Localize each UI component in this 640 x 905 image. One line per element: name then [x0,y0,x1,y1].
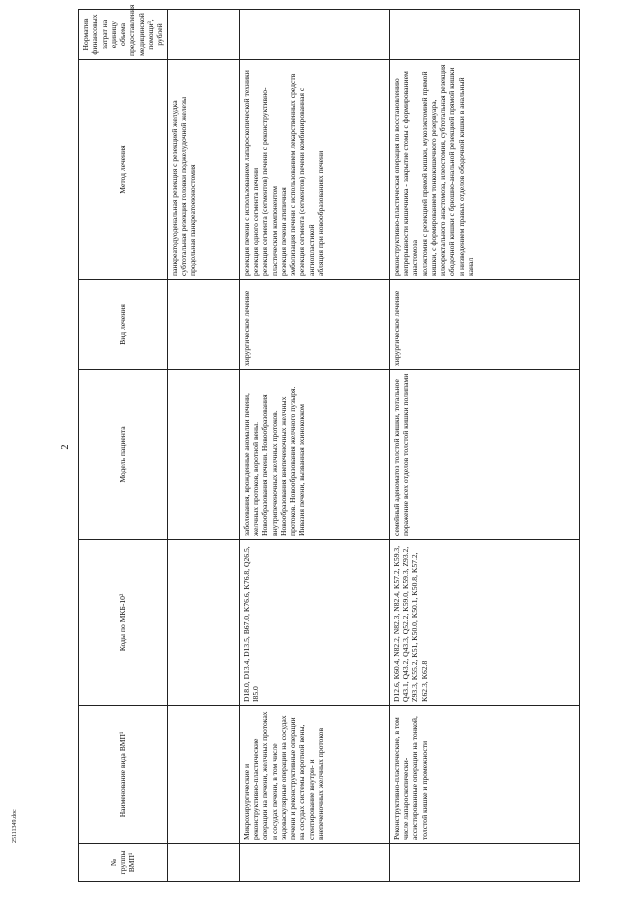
cell-codes [167,540,239,706]
method-item: субтотальная резекция головки поджелудочной железы [178,96,188,276]
cell-group [167,844,239,882]
method-item: резекция сегмента (сегментов) печени комбинированная с ангиопластикой [297,87,316,276]
cell-methods [239,60,389,280]
method-item: резекция сегмента (сегментов) печени с реконструктивно-пластическим компонентом [260,87,279,276]
cell-model: заболевания, врожденные аномалии печени, желчных протоков, воротной вены. Новообразования печени. Новообразования внутрипеченочных желчных протоков. Новообразования внепеченочных желчных протоков. Новообразования желчного пузыря. Инвазия печени, вызванная эхинококком [239,370,389,540]
table-row [167,10,239,882]
method-item: эмболизация печени с использованием лекарственных средств [288,73,298,276]
cell-codes: D18.0, D13.4, D13.5, B67.0, K76.6, K76.8, Q26.5, I85.0 [239,540,389,706]
cell-group [389,844,579,882]
cell-methods [167,60,239,280]
cell-cost [167,10,239,60]
method-item: абляция при новообразованиях печени [316,150,326,276]
cell-model [167,370,239,540]
header-treatment-type: Вид лечения [79,280,168,370]
header-group-number: № группы ВМП¹ [79,844,168,882]
cell-treatment-type: хирургическое лечение [239,280,389,370]
rotated-table-container [78,4,640,882]
method-item: резекция печени с использованием лапароскопической техники [241,70,251,276]
cell-treatment-type [167,280,239,370]
cell-methods [389,60,579,280]
cell-name: Микрохирургические и реконструктивно-пластические операции на печени, желчных протоках и сосудах печени, в том числе эндоваскулярные операции на сосудах печени и реконструктивные операции на сосудах системы воротной вены, стентирование внутри- и внепеченочных желчных протоков [239,706,389,844]
cell-codes: D12.6, K60.4, N82.2, N82.3, N82.4, K57.2, K59.3, Q43.1, Q43.2, Q43.3, Q52.2, K59.0, K59.3, Z93.2, Z93.3, K55.2, K51, K50.0, K50.1, K50.8, K57.2, K62.3, K62.8 [389,540,579,706]
cell-name: Реконструктивно-пластические, в том числе лапароскопически-ассистированные операции на тонкой, толстой кишке и промежности [389,706,579,844]
table-header-row [79,10,168,882]
header-icd-codes: Коды по МКБ-10² [79,540,168,706]
cell-treatment-type: хирургическое лечение [389,280,579,370]
cell-cost [389,10,579,60]
cell-group [239,844,389,882]
table-row [389,10,579,882]
method-item: резекция одного сегмента печени [250,167,260,276]
cell-cost [239,10,389,60]
method-item: панкреатодуоденальная резекция с резекцией желудка [169,100,179,276]
header-cost-standard: Норматив финансовых затрат на единицу объема предоставления медицинской помощи³, рублей [79,10,168,60]
method-item: реконструктивно-пластическая операция по восстановлению непрерывности кишечника - закрытие стомы с формированием анастомоза [391,71,420,276]
cell-name [167,706,239,844]
page-number: 2 [60,444,71,450]
method-item: продольная панкреатоеюностомия [188,164,198,276]
header-vmp-name: Наименование вида ВМП¹ [79,706,168,844]
cell-model: семейный аденоматоз толстой кишки, тотальное поражение всех отделов толстой кишки полипами [389,370,579,540]
table-row [239,10,389,882]
vmp-table [78,4,580,882]
header-treatment-method: Метод лечения [79,60,168,280]
method-item: резекция печени атипичная [278,187,288,276]
method-item: колэктомия с резекцией прямой кишки, мукозэктомией прямой кишки, с формированием тонкокишечного резервуара, илеоректального анастомоза, илеостомия, субтотальная резекция ободочной кишки с брюшно-анальной резекцией прямой кишки и низведением правых отделов ободочной кишки в анальный канал [419,64,476,276]
header-patient-model: Модель пациента [79,370,168,540]
document-id: 25111349.doc [12,809,18,843]
